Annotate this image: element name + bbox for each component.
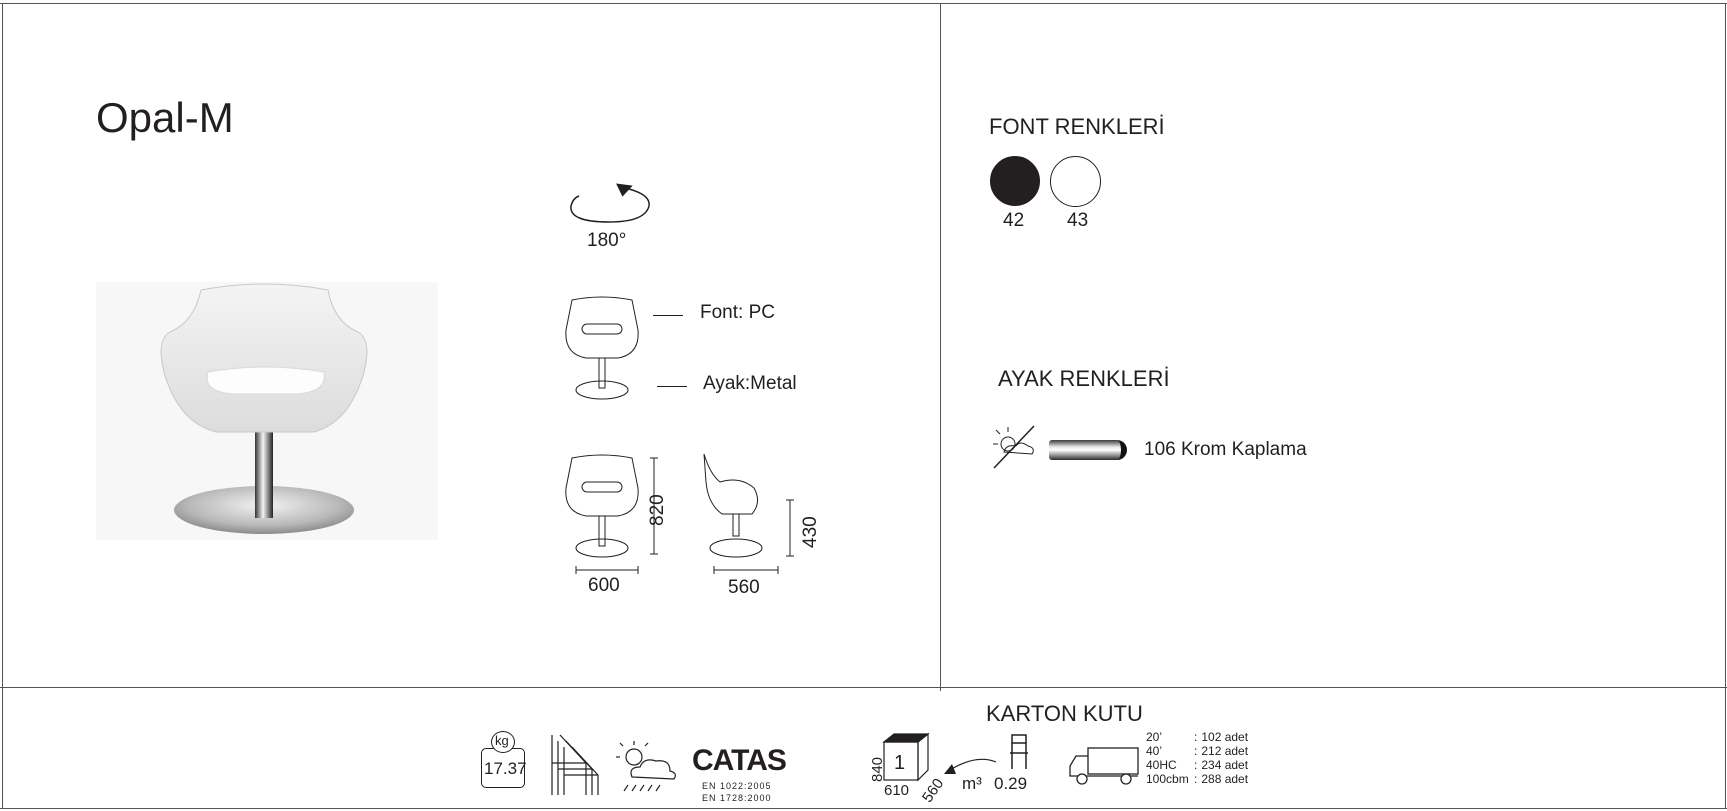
side-seat-height-label: 430 — [800, 516, 821, 548]
truck-icon — [1068, 746, 1142, 788]
weight-value: 17.37 — [484, 759, 527, 778]
weather-cloud-icon — [614, 737, 680, 797]
rotation-arrow-icon — [565, 178, 655, 238]
leg-material-label: Ayak:Metal — [703, 373, 797, 394]
footer-divider — [0, 687, 1727, 688]
volume-unit: m³ — [962, 774, 982, 793]
font-colors-title: FONT RENKLERİ — [989, 114, 1165, 139]
carton-title: KARTON KUTU — [986, 701, 1143, 726]
container-qty: 234 adet — [1201, 758, 1249, 772]
font-material-label: Font: PC — [700, 302, 775, 323]
shipping-row — [1146, 744, 1252, 758]
front-width-label: 600 — [588, 575, 620, 596]
color-swatch-43 — [1050, 156, 1101, 207]
container-type: 40’ — [1146, 744, 1163, 758]
volume-value: 0.29 — [994, 774, 1028, 793]
container-type: 20’ — [1146, 730, 1163, 744]
font-leader-line — [653, 315, 683, 316]
frame-top — [0, 3, 1727, 4]
front-height-label: 820 — [647, 494, 668, 526]
leg-colors-title: AYAK RENKLERİ — [998, 366, 1170, 391]
standard-2: EN 1728:2000 — [702, 793, 772, 803]
product-title: Opal-M — [96, 94, 234, 141]
separator: : — [1194, 758, 1198, 772]
shipping-table — [1146, 730, 1252, 786]
container-type: 100cbm — [1146, 772, 1189, 786]
stackable-icon — [546, 733, 602, 799]
container-type: 40HC — [1146, 758, 1177, 772]
chrome-tube-swatch — [1049, 440, 1127, 460]
container-qty: 212 adet — [1201, 744, 1249, 758]
standard-1: EN 1022:2005 — [702, 781, 772, 791]
carton-height: 840 — [869, 756, 886, 782]
separator: : — [1194, 772, 1198, 786]
frame-right — [1725, 3, 1726, 809]
carton-count: 1 — [894, 752, 906, 774]
chair-small-icon — [1008, 733, 1032, 771]
shipping-row — [1146, 758, 1252, 772]
carton-depth: 560 — [919, 775, 948, 806]
leg-color-label: 106 Krom Kaplama — [1144, 439, 1307, 460]
separator: : — [1194, 744, 1198, 758]
product-photo — [96, 282, 438, 540]
shipping-row — [1146, 730, 1252, 744]
color-code-43: 43 — [1067, 210, 1089, 231]
container-qty: 102 adet — [1201, 730, 1249, 744]
center-divider — [940, 3, 941, 691]
leg-leader-line — [657, 386, 687, 387]
no-outdoor-sun-icon — [990, 422, 1040, 472]
rotation-label: 180° — [587, 230, 627, 251]
frame-bottom — [0, 808, 1727, 809]
side-depth-label: 560 — [728, 577, 760, 598]
shipping-row — [1146, 772, 1252, 786]
separator: : — [1194, 730, 1198, 744]
chair-front-dimension-diagram — [562, 454, 692, 584]
carton-width: 610 — [884, 782, 910, 799]
weight-unit: kg — [495, 733, 509, 748]
color-swatch-42 — [990, 156, 1040, 206]
catas-logo: CATAS — [692, 744, 786, 777]
color-code-42: 42 — [1003, 210, 1025, 231]
frame-left — [2, 3, 3, 809]
chair-front-diagram — [562, 296, 642, 404]
container-qty: 288 adet — [1201, 772, 1249, 786]
